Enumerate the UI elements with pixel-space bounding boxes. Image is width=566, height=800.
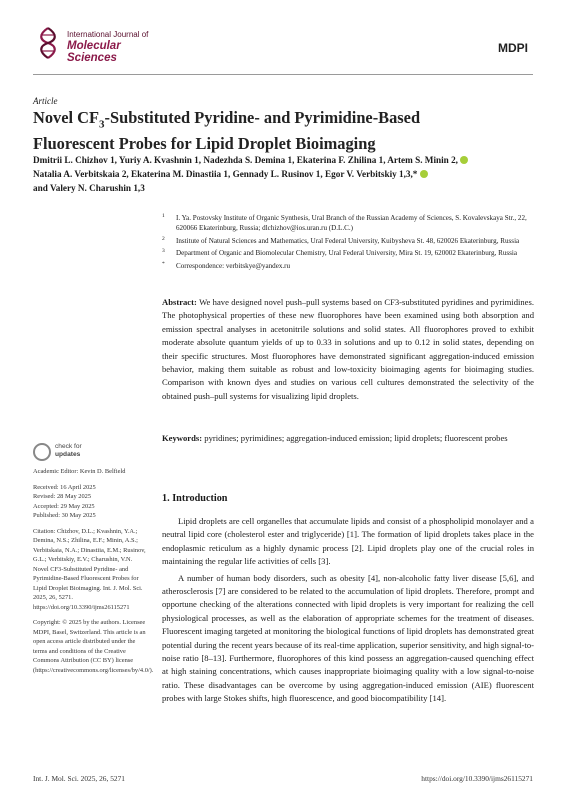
date-received: Received: 16 April 2025	[33, 483, 96, 491]
orcid-icon[interactable]	[460, 156, 468, 164]
author-line: and Valery N. Charushin 1,3	[33, 183, 145, 194]
abstract-label: Abstract:	[162, 297, 197, 307]
journal-logo-icon	[33, 26, 63, 60]
check-updates-line1: check for	[55, 443, 82, 450]
affiliation-item: 3 Department of Organic and Biomolecular Chemistry, Ural Federal University, Mira St. 19, 620002 Ekaterinburg, Russia	[162, 248, 518, 258]
author-line: Dmitrii L. Chizhov 1, Yuriy A. Kvashnin 1, Nadezhda S. Demina 1, Ekaterina F. Zhilina 1, Artem S. Minin 2,	[33, 153, 533, 167]
article-title: Novel $CF_3$-Substituted Pyridine- and Pyrimidine-Based Fluorescent Probes for Lipid Droplet Bioimaging	[33, 108, 421, 154]
date-accepted: Accepted: 29 May 2025	[33, 502, 95, 510]
copyright-text: Copyright: © 2025 by the authors. Licensee MDPI, Basel, Switzerland. This article is an open access article distributed under the terms and conditions of the Creative Commons Attribution (CC BY) license (https://creativecommons.org/licenses/by/4.0/).	[33, 619, 154, 674]
correspondence: * Correspondence: verbitskye@yandex.ru	[162, 260, 291, 270]
author-line: Natalia A. Verbitskaia 2, Ekaterina M. Dinastiia 1, Gennady L. Rusinov 1, Egor V. Verbitskiy 1,3,*	[33, 167, 533, 181]
paragraph: A number of human body disorders, such as obesity [4], non-alcoholic fatty liver disease [5,6], and atherosclerosis [7] are considered to be related to the accumulation of lipid droplets. Therefore, prompt and opportune checking of the alterations connected with lipid droplets is very important for realizing the cell physiological processes, as well as the elaboration of appropriate schemes for the treatment of diseases. Fluorescent imaging targeted at monitoring the biological functions of lipid droplets has demonstrated great potential during the recent years because of its real-time application, superior sensitivity, and high signal-to-noise ratio [8–13]. Furthermore, fluorophores of this kind possess an aggregation-caused quenching effect at high staining concentrations, which causes inappropriate bioimaging quality with a low signal-to-noise ratio. These disadvantages can be overcome by using aggregation-induced emission (AIE) fluorescent probes with large Stokes shifts, high fluorescence, and good biocompatibility [14].	[162, 572, 534, 704]
date-revised: Revised: 28 May 2025	[33, 493, 92, 500]
abstract-text: We have designed novel push–pull systems based on CF3-substituted pyridines and pyrimidines. The photophysical properties of these new fluorophores have been examined using both absorption and emission spectral analyses in acetonitrile solutions and solid states. All fluorophores proved to exhibit moderate absolute quantum yields of up to 0.33 in solutions and up to 0.12 in solid states, depending on their specific structures. Most fluorophores have demonstrated significant aggregation-induced emission behavior, making them suitable as robust and low-toxicity bioimaging agents for bioimaging studies. Comparison with known dyes and studies on various cell cultures demonstrated the selectivity of the obtained push–pull systems for visualizing lipid droplets.	[162, 297, 534, 401]
introduction-body	[162, 515, 534, 709]
affiliation-item: 1 I. Ya. Postovsky Institute of Organic Synthesis, Ural Branch of the Russian Academy of Sciences, S. Kovalevskaya Str., 22, 620066 Ekaterinburg, Russia; dlchizhov@ios.uran.ru (D.L.C.)	[162, 213, 527, 233]
section-heading: 1. Introduction	[162, 493, 228, 504]
footer-citation: Int. J. Mol. Sci. 2025, 26, 5271	[33, 774, 125, 783]
article-info-sidebar	[33, 467, 154, 681]
date-published: Published: 30 May 2025	[33, 512, 96, 519]
mdpi-logo-icon[interactable]	[493, 36, 533, 58]
check-updates-icon	[33, 443, 51, 461]
header-divider	[33, 74, 533, 75]
article-type: Article	[33, 96, 58, 106]
paragraph: Lipid droplets are cell organelles that accumulate lipids and consist of a phospholipid monolayer and a neutral lipid core (cholesterol ester and triglyceride) [1]. The formation of lipid droplets takes place in the endoplasmic reticulum as a highly dynamic process [2]. Lipid droplets play one of the crucial roles in maintaining the regular life activities of cells [3].	[162, 516, 534, 567]
affiliation-item: 2 Institute of Natural Sciences and Mathematics, Ural Federal University, Kuibysheva St. 48, 620026 Ekaterinburg, Russia	[162, 235, 520, 245]
keywords	[162, 432, 534, 445]
journal-logo[interactable]	[33, 26, 173, 62]
keywords-label: Keywords:	[162, 433, 203, 443]
publisher-name: MDPI	[498, 41, 528, 55]
orcid-icon[interactable]	[420, 170, 428, 178]
footer-doi-link[interactable]: https://doi.org/10.3390/ijms26115271	[421, 774, 533, 783]
keywords-text: pyridines; pyrimidines; aggregation-induced emission; lipid droplets; fluorescent probes	[204, 433, 508, 443]
abstract	[162, 296, 534, 403]
citation-text: Citation: Chizhov, D.L.; Kvashnin, Y.A.; Demina, N.S.; Zhilina, E.F.; Minin, A.S.; Verbitskaia, N.A.; Dinastiia, E.M.; Rusinov, G.L.; Verbitskiy, E.V.; Charushin, V.N. Novel CF3-Substituted Pyridine- and Pyrimidine-Based Fluorescent Probes for Lipid Droplet Bioimaging. Int. J. Mol. Sci. 2025, 26, 5271. https://doi.org/10.3390/ijms26115271	[33, 527, 146, 611]
check-for-updates-button[interactable]	[33, 442, 113, 462]
check-updates-line2: updates	[55, 451, 81, 458]
author-list	[33, 153, 533, 196]
affiliations	[162, 213, 534, 273]
journal-name: Molecular Sciences	[67, 40, 121, 64]
journal-name-prefix: International Journal of	[67, 30, 149, 39]
academic-editor: Academic Editor: Kevin D. Belfield	[33, 468, 126, 475]
